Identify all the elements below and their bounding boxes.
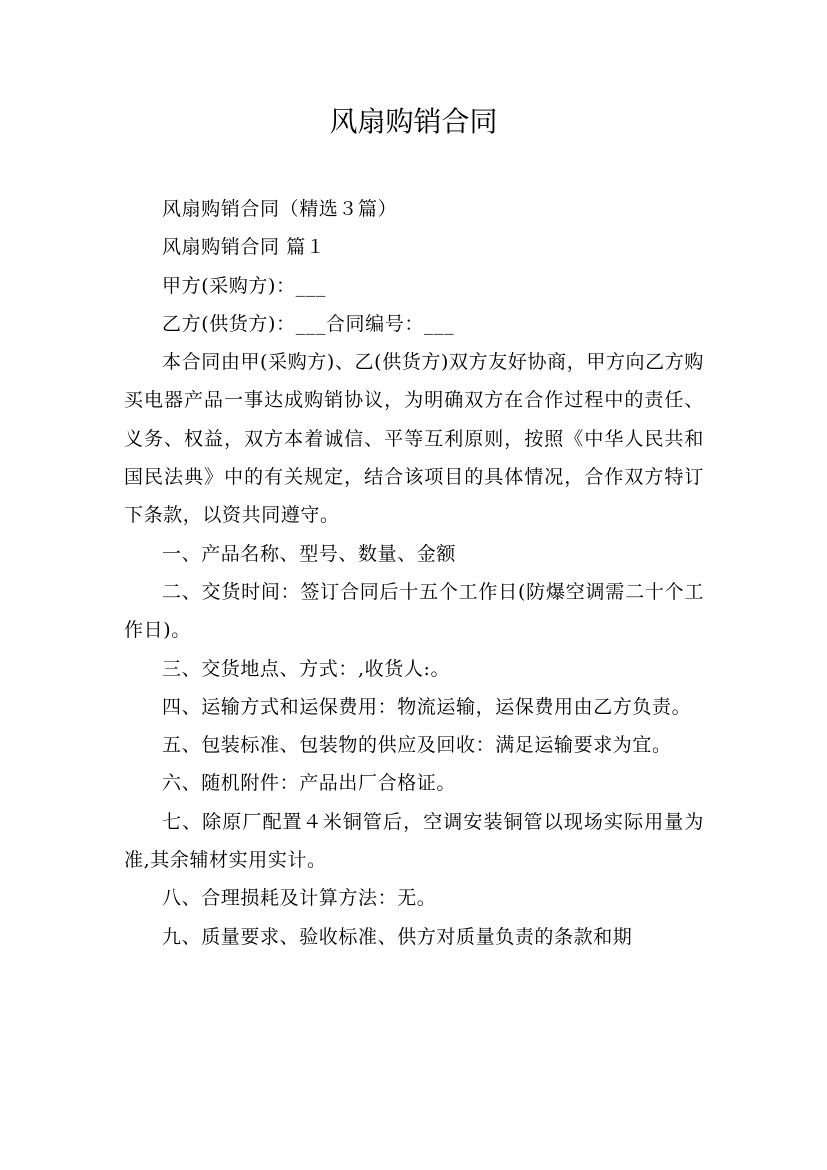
- clause-2: 二、交货时间：签订合同后十五个工作日(防爆空调需二十个工作日)。: [124, 580, 704, 642]
- clause-3: 三、交货地点、方式：,收货人:。: [162, 657, 451, 680]
- party-b-line: 乙方(供货方)：___合同编号：___: [162, 312, 455, 335]
- document-title: 风扇购销合同: [329, 105, 498, 138]
- preamble-paragraph: 本合同由甲(采购方)、乙(供货方)双方友好协商，甲方向乙方购买电器产品一事达成购销协议，为明确双方在合作过程中的责任、义务、权益，双方本着诚信、平等互利原则，按照《中华人民共和国民法典》中的有关规定，结合该项目的具体情况，合作双方特订下条款，以资共同遵守。: [124, 351, 704, 527]
- clause-9: 九、质量要求、验收标准、供方对质量负责的条款和期: [162, 925, 633, 948]
- subtitle-paragraph: 风扇购销合同（精选３篇）: [162, 198, 398, 220]
- document-body: [124, 190, 704, 956]
- clause-1: 一、产品名称、型号、数量、金额: [162, 542, 457, 565]
- clause-4: 四、运输方式和运保费用：物流运输，运保费用由乙方负责。: [162, 695, 692, 718]
- clause-5: 五、包装标准、包装物的供应及回收：满足运输要求为宜。: [162, 734, 672, 757]
- clause-7: 七、除原厂配置４米铜管后，空调安装铜管以现场实际用量为准,其余辅材实用实计。: [124, 810, 704, 872]
- clause-8: 八、合理损耗及计算方法：无。: [162, 887, 437, 910]
- clause-6: 六、随机附件：产品出厂合格证。: [162, 772, 457, 795]
- party-a-line: 甲方(采购方)：___: [162, 274, 326, 297]
- section-heading: 风扇购销合同 篇１: [162, 236, 326, 259]
